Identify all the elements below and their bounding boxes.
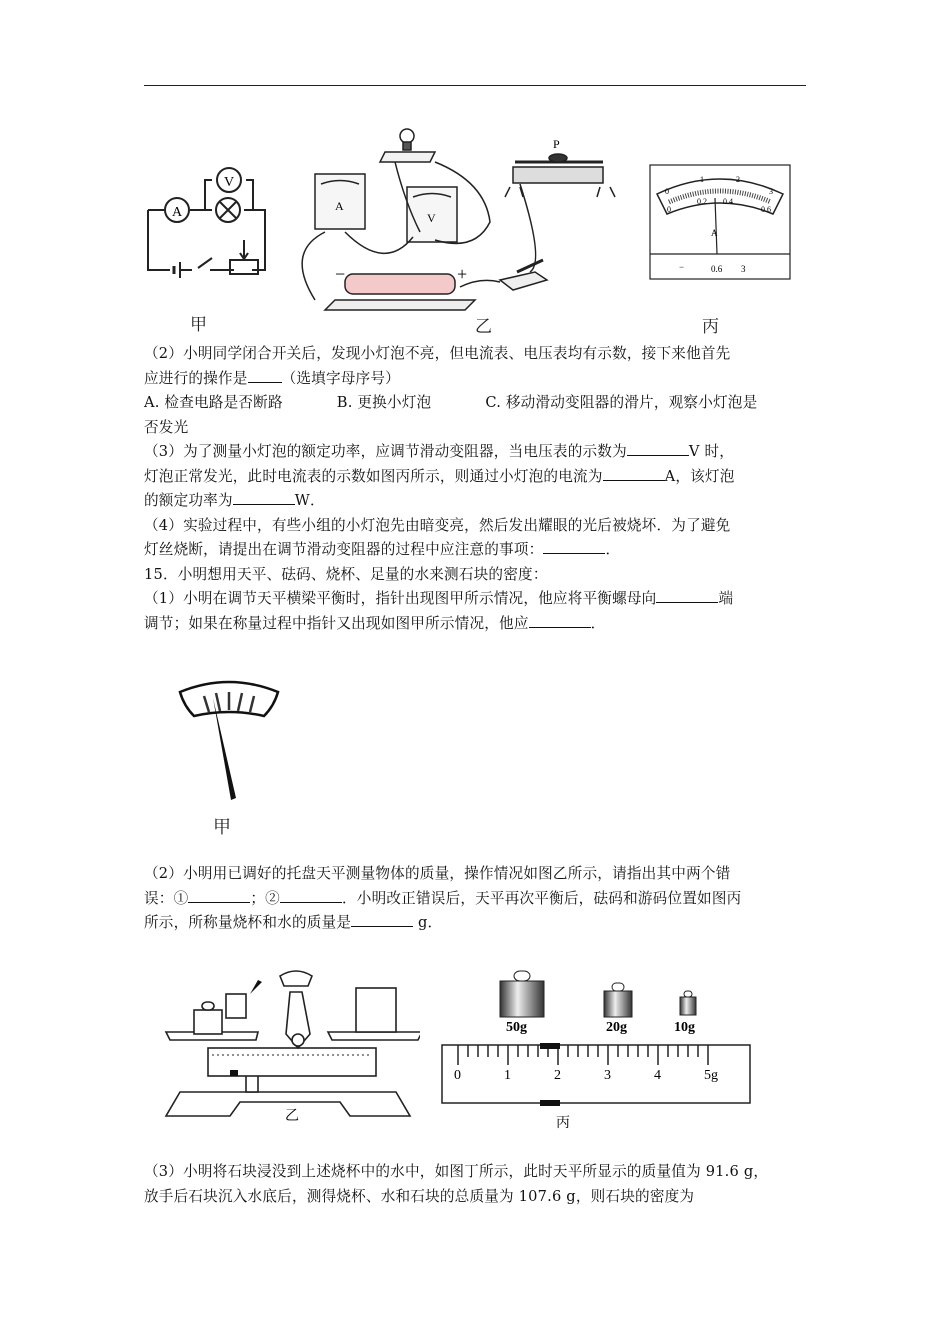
circuit-photo-yi	[285, 122, 635, 322]
answer-blank[interactable]	[280, 888, 342, 903]
rider-scale-1: 1	[504, 1068, 511, 1083]
q14-part3-unit2: A，该灯泡	[664, 467, 735, 485]
rider-scale-5g: 5g	[704, 1068, 718, 1083]
option-a: A. 检查电路是否断路	[144, 394, 283, 411]
weight-10g: 10g	[674, 1020, 695, 1035]
rider-scale-0: 0	[454, 1068, 461, 1083]
q15-part2-unit: g．	[413, 914, 443, 931]
q15-part1-text2: 调节；如果在称量过程中指针又出现如图甲所示情况，他应	[144, 614, 529, 632]
terminal-3: 3	[741, 264, 746, 274]
scale-top-2: 2	[736, 175, 740, 184]
terminal-0-6: 0.6	[711, 264, 723, 274]
weight-20g: 20g	[606, 1020, 627, 1035]
balance-scale-yi	[160, 952, 420, 1122]
answer-blank[interactable]	[603, 466, 665, 481]
weight-50g: 50g	[506, 1020, 527, 1035]
q14-part4-line1: （4）实验过程中，有些小组的小灯泡先由暗变亮，然后发出耀眼的光后被烧坏．为了避免	[144, 516, 731, 534]
rider-scale-3: 3	[604, 1068, 611, 1083]
voltmeter-label: V	[224, 175, 235, 190]
weights-and-rider-bing	[440, 955, 760, 1135]
figure-caption-yi-2: 乙	[285, 1109, 299, 1122]
answer-blank[interactable]	[248, 368, 282, 383]
ammeter-label: A	[172, 205, 183, 220]
q14-part3-unit: V 时，	[688, 443, 735, 460]
slider-label: P	[553, 137, 560, 151]
q14-part4-text: 灯丝烧断，请提出在调节滑动变阻器的过程中应注意的事项：	[144, 541, 544, 558]
q15-part3-line1: （3）小明将石块浸没到上述烧杯中的水中，如图丁所示，此时天平所显示的质量值为 91.6 g，	[144, 1163, 769, 1180]
q14-part3-unit3: W．	[294, 492, 325, 509]
q15-intro: 15．小明想用天平、砝码、烧杯、足量的水来测石块的密度：	[144, 565, 548, 583]
ammeter-dial-bing	[649, 164, 791, 280]
rider-scale-2: 2	[554, 1068, 561, 1083]
q14-part3-text: （3）为了测量小灯泡的额定功率，应调节滑动变阻器，当电压表的示数为	[144, 443, 627, 460]
option-c: C. 移动滑动变阻器的滑片，观察小灯泡是	[485, 394, 758, 411]
q15-part2-error2: ；②	[250, 889, 280, 907]
voltmeter-label: V	[427, 211, 436, 225]
option-c-cont: 否发光	[144, 418, 189, 436]
scale-top-3: 3	[769, 187, 773, 196]
q14-part2-hint: （选填字母序号）	[281, 369, 400, 387]
figure-caption-jia: 甲	[190, 315, 207, 335]
scale-top-1: 1	[700, 175, 704, 184]
ammeter-label: A	[335, 199, 344, 213]
answer-blank[interactable]	[543, 539, 605, 554]
answer-blank[interactable]	[351, 912, 413, 927]
figure-caption-bing-2: 丙	[556, 1116, 570, 1131]
question-14-block	[144, 342, 808, 636]
q15-part2-text3: 所示，所称量烧杯和水的质量是	[144, 914, 352, 931]
q15-part1-end2: ．	[590, 614, 606, 632]
q14-part3-text3: 的额定功率为	[144, 492, 233, 509]
scale-bottom-1: 0.2	[697, 197, 707, 206]
unit-label: A	[711, 228, 718, 238]
answer-blank[interactable]	[529, 613, 591, 628]
answer-blank[interactable]	[188, 888, 250, 903]
scale-top-0: 0	[665, 187, 669, 196]
q15-part2-line1: （2）小明用已调好的托盘天平测量物体的质量，操作情况如图乙所示，请指出其中两个错	[144, 865, 731, 882]
scale-bottom-3: 0.6	[761, 205, 771, 214]
q15-part1-end: 端	[718, 590, 734, 607]
q15-part2-block	[144, 862, 808, 936]
answer-blank[interactable]	[656, 588, 718, 603]
figure-caption-yi: 乙	[475, 317, 492, 337]
scale-bottom-0: 0	[667, 205, 671, 214]
q14-part2-text: 应进行的操作是	[144, 369, 248, 387]
figure-caption-jia-2: 甲	[213, 817, 231, 838]
q15-part1-text: （1）小明在调节天平横梁平衡时，指针出现图甲所示情况，他应将平衡螺母向	[144, 590, 657, 607]
q15-part2-error1: 误：①	[144, 889, 189, 907]
rider-scale-4: 4	[654, 1068, 661, 1083]
answer-blank[interactable]	[233, 490, 295, 505]
q15-part2-text: ．小明改正错误后，天平再次平衡后，砝码和游码位置如图丙	[341, 889, 742, 907]
battery-negative-label: −	[335, 264, 346, 284]
option-b: B. 更换小灯泡	[336, 394, 432, 411]
scale-bottom-2: 0.4	[723, 197, 733, 206]
q14-part2-line1: （2）小明同学闭合开关后，发现小灯泡不亮，但电流表、电压表均有示数，接下来他首先	[144, 345, 731, 362]
q14-part4-end: ．	[605, 541, 621, 558]
q15-part3-block	[144, 1160, 808, 1209]
circuit-diagram-jia	[140, 160, 275, 280]
balance-pointer-jia	[174, 676, 284, 806]
answer-blank[interactable]	[627, 441, 689, 456]
q14-part3-text2: 灯泡正常发光，此时电流表的示数如图丙所示，则通过小灯泡的电流为	[144, 467, 603, 485]
terminal-negative: −	[679, 262, 685, 272]
header-rule	[144, 85, 806, 86]
q15-part3-line2: 放手后石块沉入水底后，测得烧杯、水和石块的总质量为 107.6 g，则石块的密度为	[144, 1187, 695, 1205]
figure-caption-bing: 丙	[702, 317, 719, 337]
battery-positive-label: +	[457, 264, 468, 284]
